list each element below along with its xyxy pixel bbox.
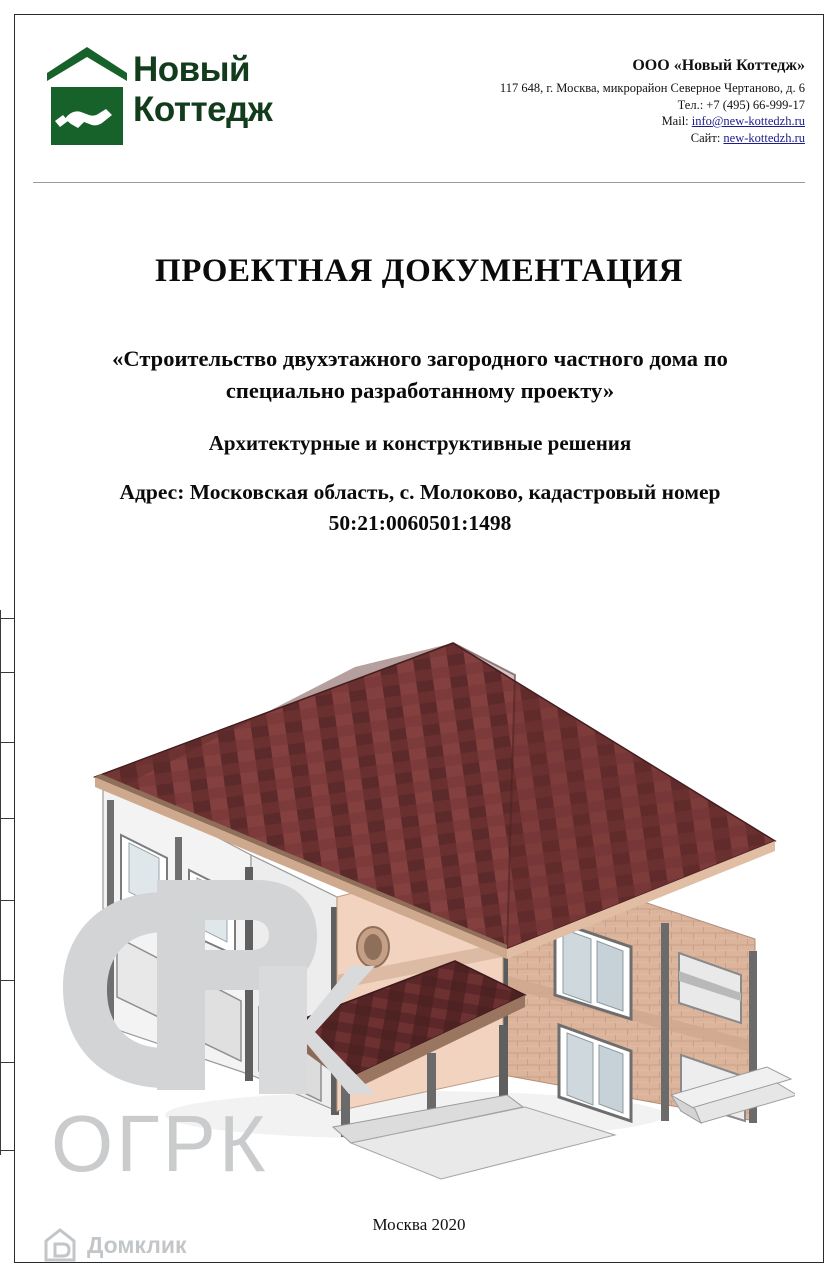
page-sheet — [14, 14, 824, 1263]
company-mail-link[interactable]: info@new-kottedzh.ru — [691, 114, 805, 128]
company-logo — [37, 41, 327, 157]
company-address: 117 648, г. Москва, микрорайон Северное Чертаново, д. 6 — [499, 81, 805, 95]
page-title: ПРОЕКТНАЯ ДОКУМЕНТАЦИЯ — [154, 253, 684, 289]
document-footer: Москва 2020 — [372, 1215, 466, 1234]
logo-wordmark — [133, 50, 333, 130]
company-contacts — [375, 57, 805, 146]
watermark-domclick-text: Домклик — [87, 1231, 187, 1258]
logo-line-2: Коттедж — [133, 90, 273, 130]
company-site-row — [375, 130, 805, 147]
company-site-label: Сайт: — [690, 130, 721, 145]
house-handshake-logo-icon — [45, 45, 129, 149]
subtitle-address: Адрес: Московская область, с. Молоково, кадастровый номер 50:21:0060501:1498 — [119, 480, 721, 535]
header-divider — [33, 182, 805, 183]
company-name: ООО «Новый Коттедж» — [632, 57, 805, 74]
house-render-illustration — [55, 555, 795, 1195]
subtitle-section: Архитектурные и конструктивные решения — [208, 431, 632, 455]
company-site-link[interactable]: new-kottedzh.ru — [723, 130, 805, 145]
company-mail-label: Mail: — [661, 114, 689, 128]
subtitle-project: «Строительство двухэтажного загородного частного дома по специально разработанному проекту» — [112, 346, 728, 403]
logo-line-1: Новый — [133, 50, 251, 89]
watermark-ogrk-text: ОГРК — [51, 1099, 269, 1188]
document-header — [15, 15, 823, 182]
page-edge-marks — [0, 0, 14, 1280]
company-phone: Тел.: +7 (495) 66-999-17 — [677, 97, 805, 112]
company-mail-row — [375, 113, 805, 130]
